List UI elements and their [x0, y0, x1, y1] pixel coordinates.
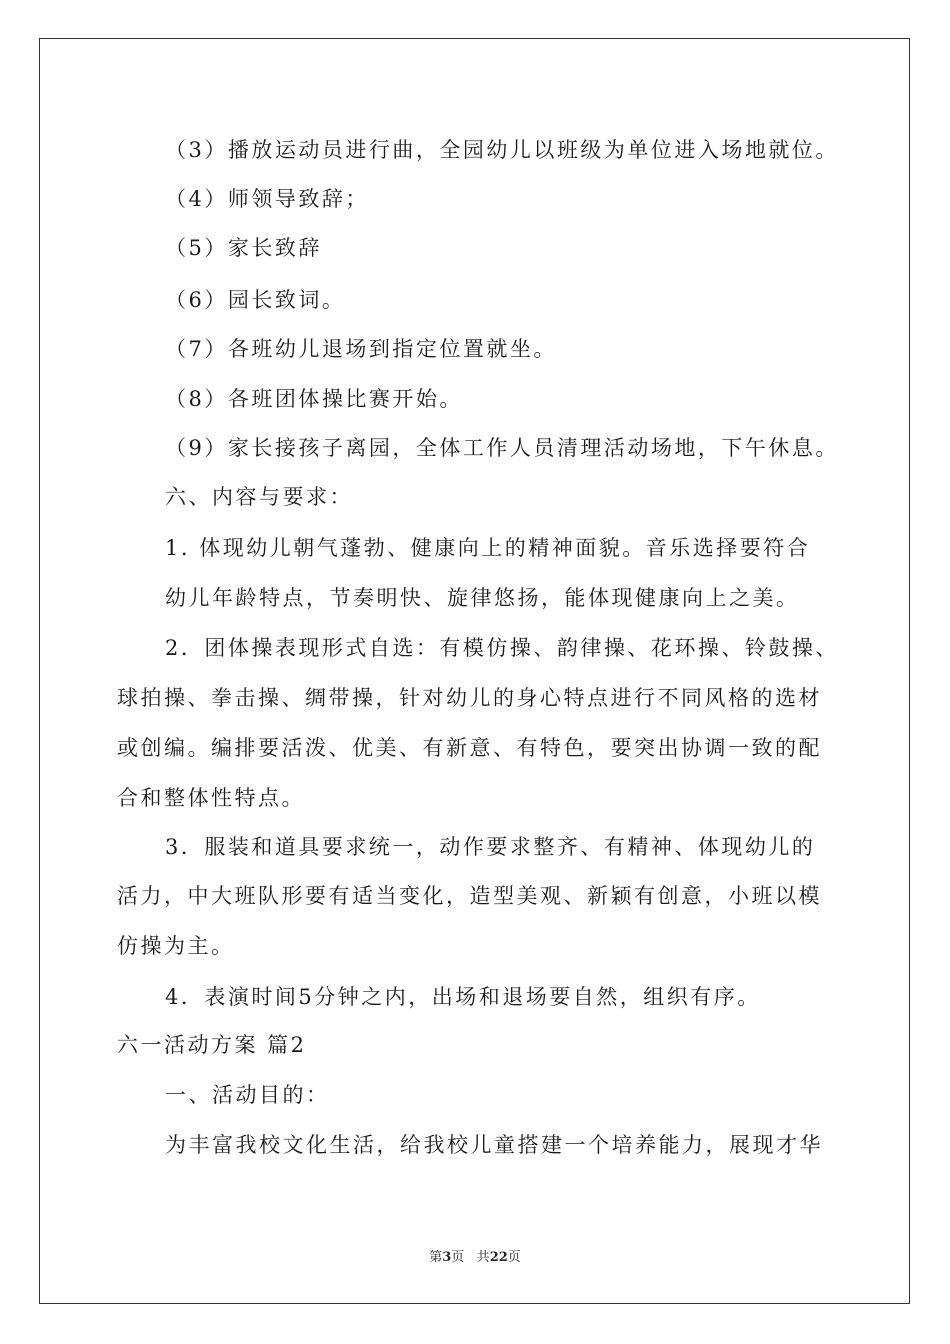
text-line: （4）师领导致辞；: [165, 187, 369, 211]
section-heading: 一、活动目的：: [165, 1083, 330, 1107]
text-line: 为丰富我校文化生活，给我校儿童搭建一个培养能力，展现才华: [165, 1133, 823, 1157]
text-line: 1. 体现幼儿朝气蓬勃、健康向上的精神面貌。音乐选择要符合: [165, 536, 811, 560]
text-line: （6）园长致词。: [165, 288, 346, 312]
text-line: 2．团体操表现形式自选：有模仿操、韵律操、花环操、铃鼓操、: [165, 636, 839, 660]
text-line: 4．表演时间5分钟之内，出场和退场要自然，组织有序。: [165, 985, 761, 1009]
total-pages: 22: [489, 1250, 508, 1265]
footer-prefix: 第: [429, 1250, 443, 1265]
footer-total-suffix: 页: [507, 1250, 521, 1265]
article-title: 六一活动方案 篇2: [117, 1033, 307, 1057]
page-border: [39, 38, 910, 1304]
text-line: （9）家长接孩子离园，全体工作人员清理活动场地，下午休息。: [165, 436, 839, 460]
page-number: 3: [442, 1250, 452, 1265]
text-line: 3．服装和道具要求统一，动作要求整齐、有精神、体现幼儿的: [165, 835, 816, 859]
text-line: （8）各班团体操比赛开始。: [165, 387, 463, 411]
text-line: 活力，中大班队形要有适当变化，造型美观、新颖有创意，小班以模: [117, 884, 822, 908]
page-footer: [0, 1246, 950, 1265]
text-line: （3）播放运动员进行曲，全园幼儿以班级为单位进入场地就位。: [165, 138, 839, 162]
text-line: 合和整体性特点。: [117, 786, 305, 810]
text-line: 仿操为主。: [117, 934, 235, 958]
footer-total-prefix: 共: [476, 1250, 490, 1265]
text-line: 幼儿年龄特点，节奏明快、旋律悠扬，能体现健康向上之美。: [165, 586, 800, 610]
text-line: （7）各班幼儿退场到指定位置就坐。: [165, 337, 557, 361]
footer-page-suffix: 页: [451, 1250, 465, 1265]
text-line: （5）家长致辞: [165, 236, 322, 260]
text-line: 球拍操、拳击操、绸带操，针对幼儿的身心特点进行不同风格的选材: [117, 686, 822, 710]
text-line: 或创编。编排要活泼、优美、有新意、有特色，要突出协调一致的配: [117, 736, 822, 760]
section-heading: 六、内容与要求：: [165, 485, 353, 509]
